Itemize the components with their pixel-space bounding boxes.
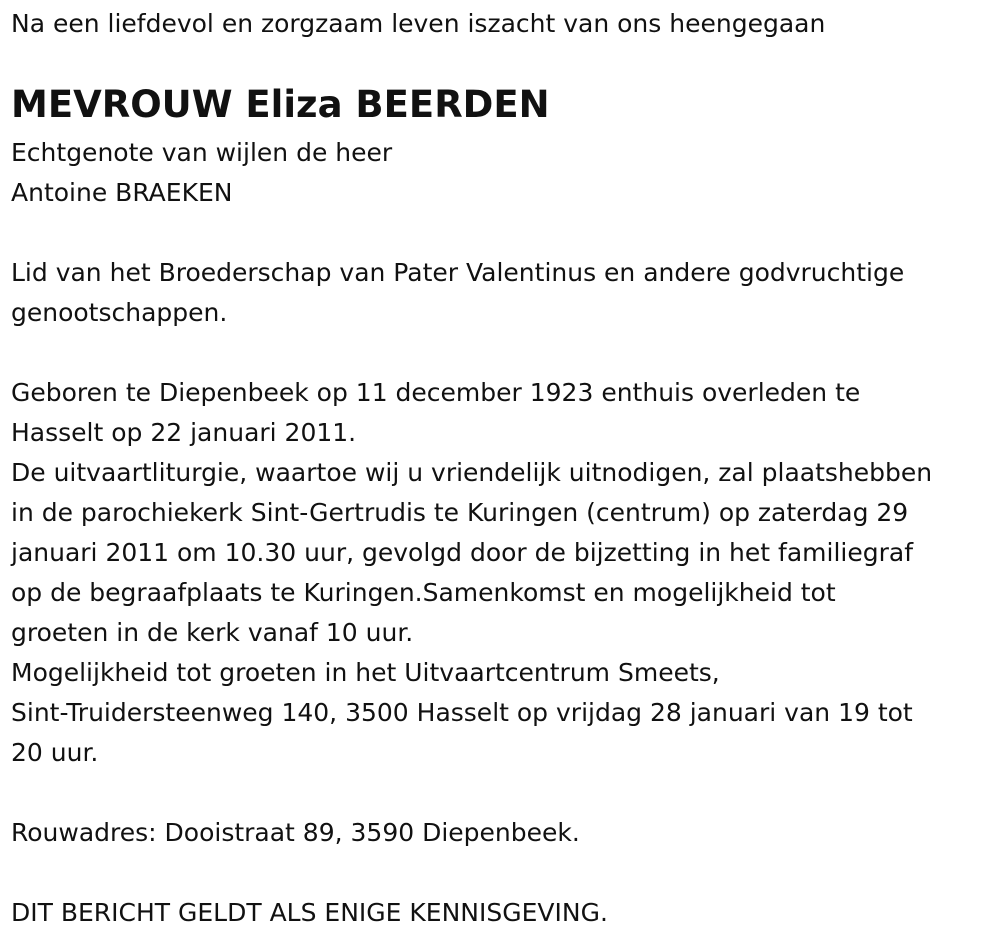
details-line: Hasselt op 22 januari 2011. — [11, 418, 357, 447]
details-line: op de begraafplaats te Kuringen.Samenkomst en mogelijkheid tot — [11, 578, 836, 607]
mourning-address: Rouwadres: Dooistraat 89, 3590 Diepenbeek. — [11, 818, 580, 847]
details-line: 20 uur. — [11, 738, 99, 767]
details-line: Mogelijkheid tot groeten in het Uitvaartcentrum Smeets, — [11, 658, 720, 687]
details-line: De uitvaartliturgie, waartoe wij u vriendelijk uitnodigen, zal plaatshebben — [11, 458, 933, 487]
details-line: Geboren te Diepenbeek op 11 december 1923 enthuis overleden te — [11, 378, 861, 407]
details-line: in de parochiekerk Sint-Gertrudis te Kuringen (centrum) op zaterdag 29 — [11, 498, 909, 527]
details-line: Sint-Truidersteenweg 140, 3500 Hasselt op vrijdag 28 januari van 19 tot — [11, 698, 913, 727]
deceased-name: MEVROUW Eliza BEERDEN — [11, 83, 550, 126]
membership-line: Lid van het Broederschap van Pater Valentinus en andere godvruchtige — [11, 258, 905, 287]
membership-block — [11, 253, 904, 333]
membership-line: genootschappen. — [11, 298, 228, 327]
intro-text: Na een liefdevol en zorgzaam leven iszacht van ons heengegaan — [11, 9, 826, 38]
spouse-block — [11, 133, 392, 213]
details-block — [11, 373, 932, 773]
spouse-line: Echtgenote van wijlen de heer — [11, 138, 393, 167]
details-line: januari 2011 om 10.30 uur, gevolgd door de bijzetting in het familiegraf — [11, 538, 913, 567]
spouse-name: Antoine BRAEKEN — [11, 178, 233, 207]
details-line: groeten in de kerk vanaf 10 uur. — [11, 618, 414, 647]
closing-notice: DIT BERICHT GELDT ALS ENIGE KENNISGEVING. — [11, 898, 608, 927]
